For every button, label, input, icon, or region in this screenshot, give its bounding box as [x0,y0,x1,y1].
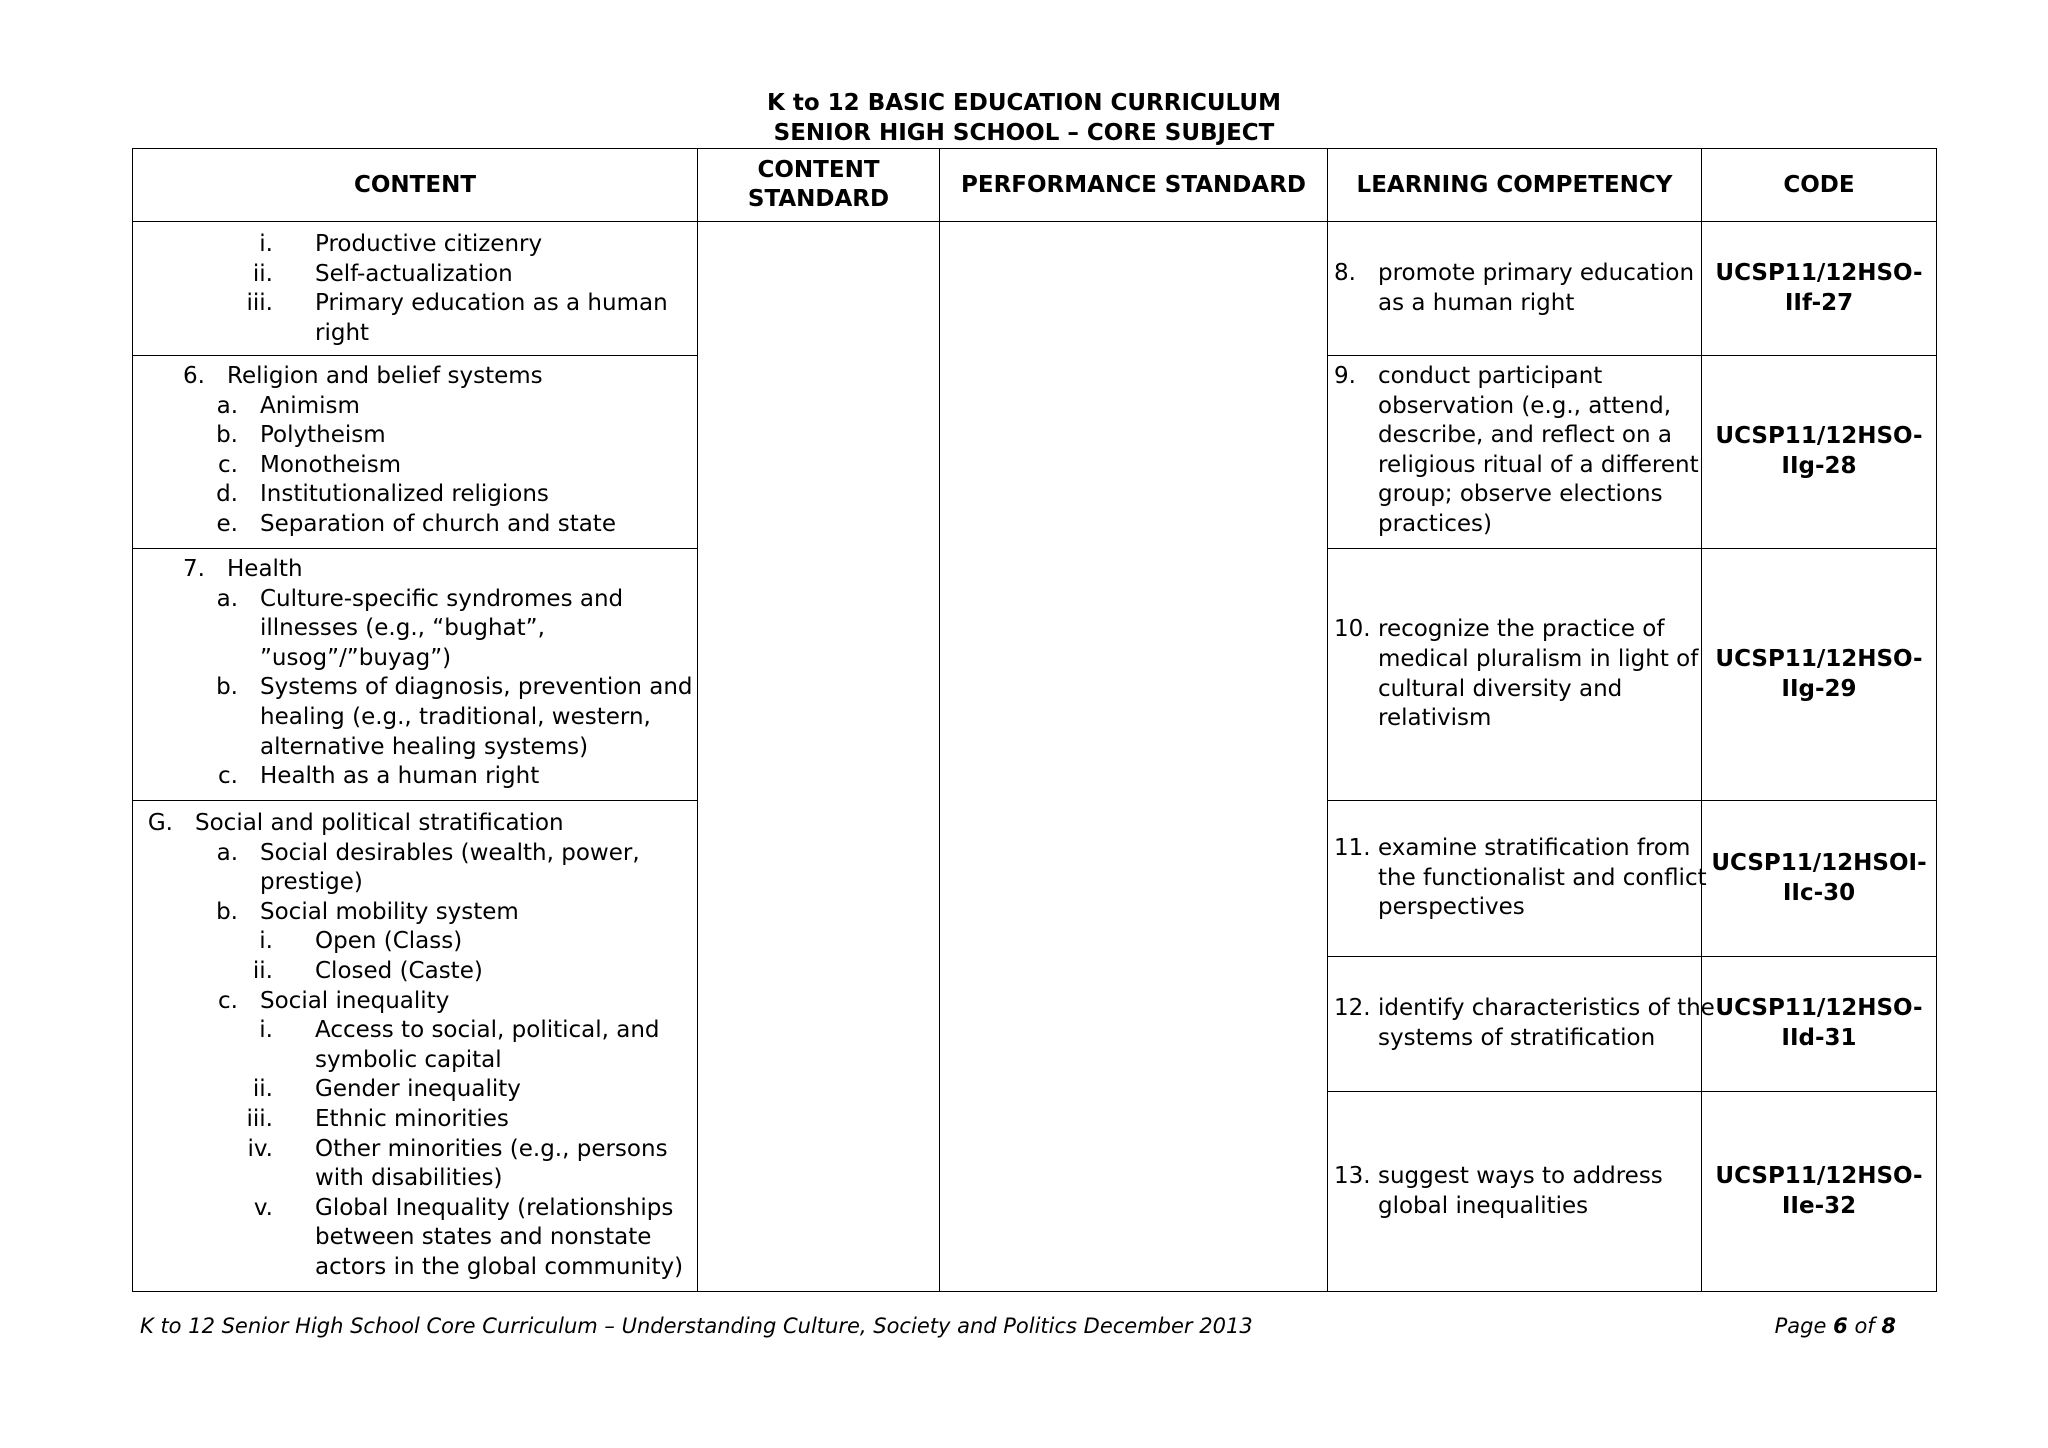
code-cell [1702,222,1937,356]
content-line-text: Other minorities (e.g., persons [315,1135,668,1162]
content-line-text: Social desirables (wealth, power, [260,839,640,866]
competency-line [1328,645,1701,675]
content-line-text: Health [227,556,303,582]
competency-text: group; observe elections [1378,481,1663,508]
content-line-text: Separation of church and state [260,510,616,537]
content-line [133,510,697,540]
content-cell [133,549,698,801]
content-line [133,1164,697,1194]
competency-text: describe, and reflect on a [1378,422,1672,449]
footer-page-number [1775,1314,1896,1338]
content-line-text: ”usog”/”buyag”) [260,644,452,671]
content-list [133,362,697,540]
code-line: UCSP11/12HSO- [1715,423,1923,450]
competency-text: religious ritual of a different [1378,451,1699,478]
content-line-label: c. [218,763,238,790]
content-line [133,809,697,839]
code-list [1702,645,1936,704]
content-line-text: Systems of diagnosis, prevention and [260,674,693,701]
competency-text: identify characteristics of the [1378,995,1715,1022]
document-title: K to 12 BASIC EDUCATION CURRICULUM [767,90,1281,116]
content-line-text: Global Inequality (relationships [315,1194,674,1221]
competency-text: conduct participant [1378,363,1603,389]
content-line [133,614,697,644]
code-list [1702,259,1936,318]
curriculum-table [132,148,1937,1292]
competency-number: 13. [1334,1162,1371,1189]
content-line [133,839,697,869]
content-line-text: Polytheism [260,422,386,449]
content-line [133,762,697,792]
competency-cell [1328,356,1702,549]
competency-line [1328,259,1701,289]
competency-text: suggest ways to address [1378,1162,1663,1189]
code-line: UCSP11/12HSO- [1715,259,1923,286]
content-line [133,585,697,615]
content-line [133,733,697,763]
content-line [133,898,697,928]
competency-line [1328,675,1701,705]
competency-line [1328,893,1701,923]
content-list [133,230,697,348]
content-line-label: c. [218,451,238,478]
content-line [133,392,697,422]
content-line-text: Open (Class) [315,928,463,955]
competency-line [1328,1024,1701,1054]
content-line-label: iii. [246,1105,273,1132]
content-list [133,555,697,792]
code-line: IIf-27 [1784,289,1854,316]
competency-text: practices) [1378,510,1492,537]
content-line-label: b. [216,674,238,701]
code-line: IIg-29 [1781,675,1857,702]
content-line [133,555,697,585]
content-line-text: Health as a human right [260,763,540,790]
content-line-text: with disabilities) [315,1165,503,1192]
competency-cell [1328,549,1702,801]
content-line-label: a. [216,839,238,866]
competency-list [1328,362,1701,540]
content-line-label: c. [218,987,238,1014]
code-line: UCSP11/12HSOI- [1711,849,1927,876]
competency-text: perspectives [1378,894,1525,921]
content-line-text: Culture-specific syndromes and [260,585,624,612]
content-line-label: a. [216,585,238,612]
content-line-label: ii. [252,260,273,287]
content-line-text: between states and nonstate [315,1224,652,1251]
competency-line [1328,510,1701,540]
header-performance-standard: PERFORMANCE STANDARD [940,149,1328,222]
code-line: UCSP11/12HSO- [1715,995,1923,1022]
content-line [133,987,697,1017]
content-line-label: i. [259,928,273,955]
content-line [133,1223,697,1253]
competency-line [1328,1162,1701,1192]
content-line [133,289,697,319]
competency-text: cultural diversity and [1378,675,1623,702]
competency-line [1328,289,1701,319]
content-line-text: healing (e.g., traditional, western, [260,703,651,730]
page-total: 8 [1881,1314,1896,1338]
code-line: IId-31 [1781,1025,1857,1051]
competency-line [1328,994,1715,1024]
competency-number: 8. [1334,259,1356,286]
code-cell [1702,356,1937,549]
content-line [133,319,697,349]
content-line-text: Primary education as a human [315,290,668,317]
content-line-text: Gender inequality [315,1076,521,1103]
content-line [133,230,697,260]
content-line-text: illnesses (e.g., “bughat”, [260,615,545,642]
content-line-text: Access to social, political, and [315,1017,660,1044]
performance-standard-cell [940,222,1328,1292]
content-line-label: 7. [183,556,205,582]
code-line: IIg-28 [1781,453,1857,479]
competency-line [1328,864,1707,894]
competency-number: 12. [1334,995,1371,1022]
content-line-text: right [315,319,370,346]
competency-number: 10. [1334,616,1371,643]
competency-text: as a human right [1378,289,1575,316]
content-line-text: Social mobility system [260,898,519,925]
content-line [133,1105,697,1135]
competency-line [1328,451,1701,481]
content-line-text: Productive citizenry [315,231,543,257]
competency-line [1328,362,1701,392]
code-cell [1702,801,1937,957]
content-line [133,362,697,392]
content-line-text: Ethnic minorities [315,1105,509,1132]
content-line [133,703,697,733]
content-line [133,1253,697,1283]
competency-line [1328,1192,1701,1222]
header-content-standard-line2: STANDARD [747,186,890,212]
header-content-standard-line1: CONTENT [757,157,880,183]
competency-cell [1328,957,1715,1092]
competency-line [1328,704,1701,734]
content-line-label: a. [216,392,238,419]
content-line-label: v. [253,1194,273,1221]
content-line [133,260,697,290]
code-line: UCSP11/12HSO- [1715,1162,1923,1189]
code-cell [1702,549,1937,801]
content-line [133,644,697,674]
content-line-text: prestige) [260,869,363,896]
footer-document-info: K to 12 Senior High School Core Curriculum – Understanding Culture, Society and Politics December 2013 [140,1314,1253,1338]
content-line [133,1046,697,1076]
content-line [133,927,697,957]
content-line-label: b. [216,898,238,925]
competency-text: systems of stratification [1378,1025,1656,1051]
content-line [133,957,697,987]
content-line-label: iv. [247,1135,273,1162]
competency-cell [1328,1092,1702,1292]
content-line-label: ii. [252,1076,273,1103]
page-current: 6 [1833,1314,1848,1338]
competency-list [1328,615,1701,733]
competency-cell [1328,801,1707,957]
competency-number: 11. [1334,835,1371,862]
content-line-text: Self-actualization [315,260,513,287]
content-line-text: Social inequality [260,987,450,1014]
content-list [133,809,697,1283]
competency-text: observation (e.g., attend, [1378,392,1672,419]
competency-text: examine stratification from [1378,835,1691,862]
document-subtitle: SENIOR HIGH SCHOOL – CORE SUBJECT [773,120,1275,146]
code-line: IIc-30 [1782,879,1856,906]
header-content: CONTENT [133,149,698,222]
content-line-text: Closed (Caste) [315,957,483,984]
content-line-label: d. [216,481,238,508]
competency-text: relativism [1378,705,1492,732]
competency-number: 9. [1334,363,1356,389]
content-line [133,1016,697,1046]
header-learning-competency: LEARNING COMPETENCY [1328,149,1702,222]
code-list [1702,1162,1936,1221]
competency-text: promote primary education [1378,259,1695,286]
content-line-text: symbolic capital [315,1046,502,1073]
content-line [133,480,697,510]
competency-text: the functionalist and conflict [1378,864,1707,891]
competency-line [1328,392,1701,422]
content-line-label: ii. [252,957,273,984]
code-line: UCSP11/12HSO- [1715,645,1923,672]
competency-text: recognize the practice of [1378,616,1665,643]
content-cell [133,222,698,356]
code-list [1702,849,1936,908]
content-line [133,451,697,481]
code-cell [1702,957,1937,1092]
content-line-text: Social and political stratification [195,810,564,836]
competency-text: global inequalities [1378,1192,1589,1219]
content-line-text: Monotheism [260,451,402,478]
content-line-label: e. [216,510,238,537]
competency-list [1328,259,1701,318]
content-line [133,1194,697,1224]
content-line-text: Institutionalized religions [260,481,549,508]
competency-list [1328,1162,1701,1221]
competency-list [1328,994,1715,1053]
page-prefix: Page [1774,1314,1827,1338]
code-list [1702,994,1936,1053]
table-header-row [133,149,1937,222]
content-cell [133,356,698,549]
content-line-text: Animism [260,392,360,419]
header-content-standard [698,149,940,222]
competency-list [1328,834,1707,923]
table-row [133,222,1937,356]
content-line-text: actors in the global community) [315,1253,684,1280]
competency-line [1328,480,1701,510]
content-cell [133,801,698,1292]
code-cell [1702,1092,1937,1292]
header-code: CODE [1702,149,1937,222]
content-line [133,868,697,898]
competency-line [1328,421,1701,451]
competency-line [1328,834,1701,864]
content-line-label: iii. [246,290,273,317]
content-line [133,421,697,451]
page-of: of [1854,1314,1875,1338]
competency-line [1328,615,1701,645]
content-line-text: Religion and belief systems [227,363,543,389]
content-line-label: b. [216,422,238,449]
content-line-label: G. [147,810,173,836]
content-line-text: alternative healing systems) [260,733,589,760]
content-line [133,1135,697,1165]
content-line [133,673,697,703]
code-line: IIe-32 [1781,1192,1857,1219]
content-line-label: i. [259,1017,273,1044]
content-line-label: i. [259,231,273,257]
code-list [1702,422,1936,481]
content-line-label: 6. [183,363,205,389]
competency-cell [1328,222,1702,356]
content-standard-cell [698,222,940,1292]
content-line [133,1075,697,1105]
competency-text: medical pluralism in light of [1378,645,1699,672]
